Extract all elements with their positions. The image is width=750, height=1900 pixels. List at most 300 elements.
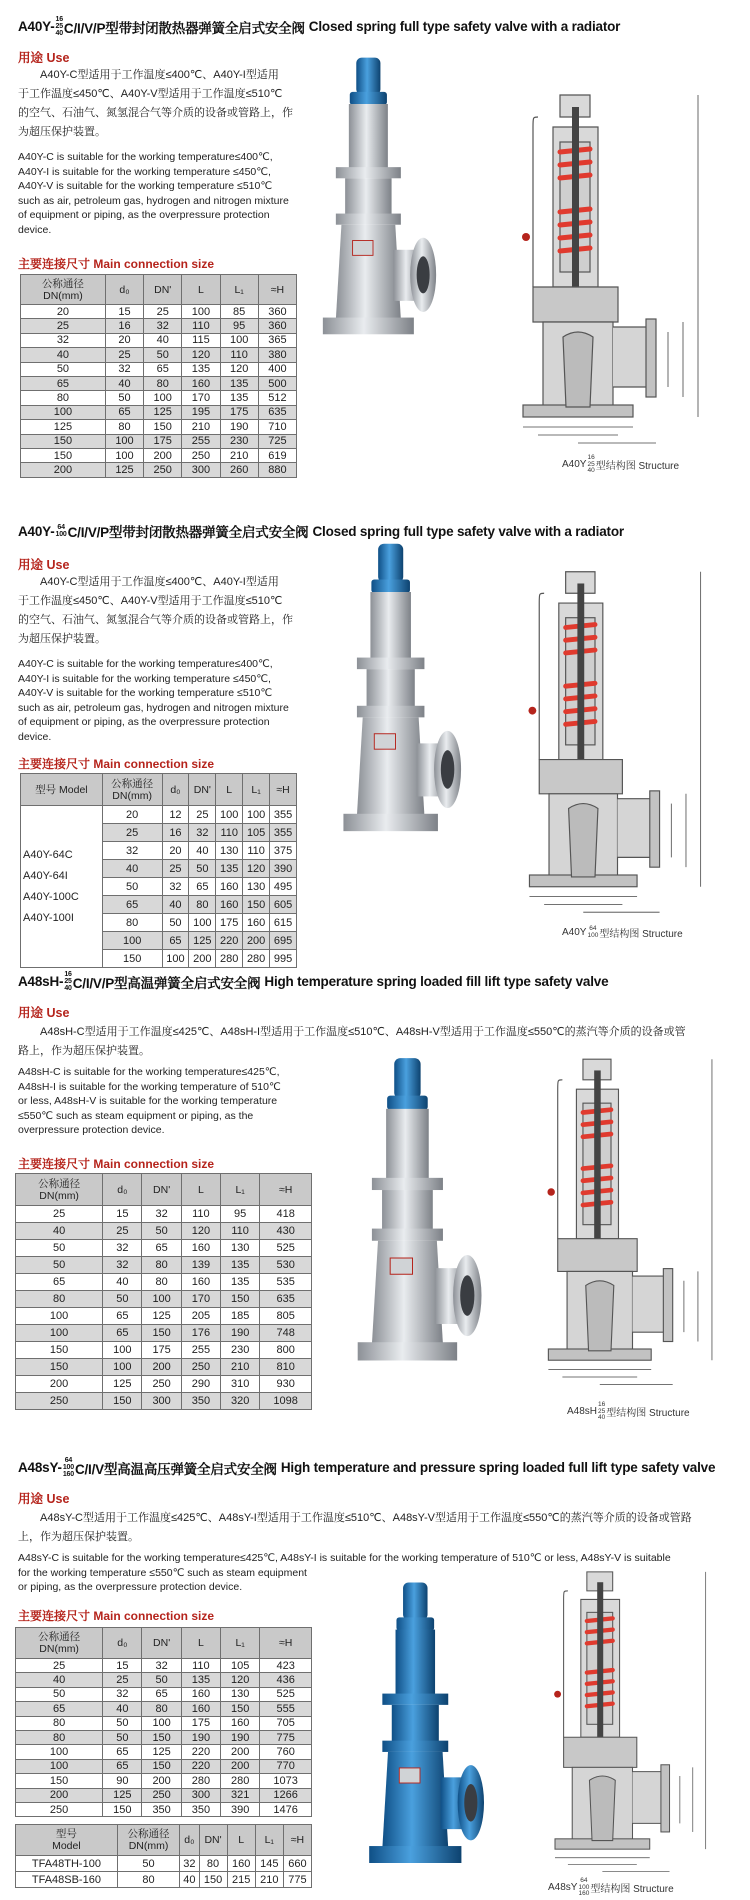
table-cell: 50	[142, 1223, 181, 1240]
table-cell: 150	[16, 1342, 103, 1359]
table-row	[16, 1856, 312, 1872]
table-row	[21, 348, 297, 362]
table-cell: 805	[260, 1308, 312, 1325]
use-heading: 用途 Use	[18, 51, 70, 65]
table-cell: 115	[182, 333, 220, 347]
pressure-rating: 40	[598, 1414, 606, 1421]
table-cell: 200	[189, 950, 216, 968]
table-row	[21, 305, 297, 319]
column-header: L	[227, 1825, 255, 1856]
table-cell: 390	[270, 860, 297, 878]
table-cell: 250	[16, 1802, 103, 1816]
table-cell: 65	[102, 896, 162, 914]
table-cell: 32	[103, 1687, 142, 1701]
column-header: L	[216, 774, 243, 806]
pressure-rating: 25	[598, 1407, 606, 1415]
pressure-rating: 160	[62, 1471, 74, 1478]
text-line: 于工作温度≤450℃、A40Y-V型适用于工作温度≤510℃	[18, 88, 283, 100]
table-cell: 85	[220, 305, 258, 319]
table-cell: 350	[142, 1802, 181, 1816]
pressure-rating: 16	[598, 1401, 606, 1408]
table-row	[16, 1788, 312, 1802]
column-header: 公称通径 DN(mm)	[102, 774, 162, 806]
table-cell: 80	[105, 420, 143, 434]
text-line: of equipment or piping, as the overpressure protection	[18, 716, 270, 728]
table-cell: 775	[283, 1872, 311, 1888]
text-line: overpressure protection device.	[18, 1124, 165, 1136]
table-cell: 725	[258, 434, 296, 448]
table-cell: 105	[243, 824, 270, 842]
table-cell: 400	[258, 362, 296, 376]
table-cell: 50	[117, 1856, 179, 1872]
table-cell: 150	[142, 1759, 181, 1773]
table-cell: 635	[260, 1291, 312, 1308]
title-chinese: C/I/V/P型带封闭散热器弹簧全启式安全阀	[63, 20, 305, 36]
table-cell: 25	[103, 1673, 142, 1687]
table-cell: 200	[21, 463, 106, 477]
table-cell: 50	[103, 1291, 142, 1308]
table-cell: 110	[221, 1223, 260, 1240]
column-header: d₀	[162, 774, 189, 806]
model-name: A40Y-64C	[23, 848, 73, 861]
text-line: 上，作为超压保护装置。	[18, 1531, 139, 1543]
table-cell: 250	[16, 1393, 103, 1410]
table-cell: 150	[21, 448, 106, 462]
table-cell: 125	[21, 420, 106, 434]
table-cell: 170	[182, 391, 220, 405]
table-cell: 25	[16, 1659, 103, 1673]
pressure-rating: 16	[587, 454, 595, 461]
table-row	[21, 405, 297, 419]
table-cell: 32	[102, 842, 162, 860]
table-cell: 190	[221, 1730, 260, 1744]
table-header-row	[21, 774, 297, 806]
structure-caption	[562, 925, 683, 940]
caption-text: 型结构图 Structure	[606, 1408, 690, 1420]
table-cell: 710	[258, 420, 296, 434]
table-cell: 25	[16, 1206, 103, 1223]
caption-text: 型结构图 Structure	[590, 1884, 674, 1896]
table-row	[16, 1730, 312, 1744]
model-name: A40Y-100C	[23, 890, 79, 903]
table-cell: 65	[162, 932, 189, 950]
table-cell: 200	[142, 1359, 181, 1376]
table-cell: 40	[144, 333, 182, 347]
product-section-a48sh	[0, 955, 750, 1435]
pressure-rating: 40	[587, 467, 595, 474]
table-cell: 50	[144, 348, 182, 362]
pressure-rating: 16	[64, 971, 72, 978]
table-cell: 1266	[260, 1788, 312, 1802]
table-cell: 615	[270, 914, 297, 932]
table-cell: 100	[105, 448, 143, 462]
title-english: Closed spring full type safety valve with a radiator	[308, 19, 621, 34]
table-cell: 135	[220, 391, 258, 405]
column-header: ≈H	[258, 275, 296, 305]
text-line: 为超压保护装置。	[18, 126, 106, 138]
table-cell: 880	[258, 463, 296, 477]
table-cell: 50	[16, 1687, 103, 1701]
table-cell: 50	[102, 878, 162, 896]
table-cell: 525	[260, 1687, 312, 1701]
caption-fraction	[598, 1402, 605, 1422]
column-header: L	[182, 275, 220, 305]
table-cell: 500	[258, 376, 296, 390]
table-cell: 150	[243, 896, 270, 914]
table-row	[16, 1291, 312, 1308]
connection-size-table	[15, 1173, 312, 1410]
text-line: such as air, petroleum gas, hydrogen and nitrogen mixture	[18, 194, 289, 207]
table-cell: 175	[181, 1716, 220, 1730]
table-row	[16, 1802, 312, 1816]
table-cell: 50	[189, 860, 216, 878]
text-line: ≤550℃ such as steam equipment or piping, as the	[18, 1109, 254, 1122]
table-cell: 80	[189, 896, 216, 914]
table-cell: 360	[258, 319, 296, 333]
pressure-rating: 40	[64, 985, 72, 992]
table-cell: 200	[16, 1788, 103, 1802]
column-header: L	[181, 1174, 220, 1206]
table-cell: 80	[102, 914, 162, 932]
table-cell: 210	[182, 420, 220, 434]
text-line: device.	[18, 730, 52, 743]
table-cell: 160	[181, 1702, 220, 1716]
table-cell: 50	[103, 1730, 142, 1744]
title-model-prefix: A40Y-	[18, 523, 55, 539]
table-cell: 810	[260, 1359, 312, 1376]
table-cell: 280	[216, 950, 243, 968]
title-english: Closed spring full type safety valve with a radiator	[312, 523, 624, 539]
pressure-rating: 25	[587, 460, 595, 468]
use-heading: 用途 Use	[18, 1006, 70, 1020]
pressure-rating: 64	[57, 524, 65, 531]
table-cell: 50	[105, 391, 143, 405]
table-cell: 25	[162, 860, 189, 878]
table-cell: 32	[105, 362, 143, 376]
table-cell: 110	[243, 842, 270, 860]
table-row	[16, 1376, 312, 1393]
text-line: A40Y-V is suitable for the working temperature ≤510℃	[18, 180, 273, 192]
text-line: A48sH-C is suitable for the working temperature≤425℃,	[18, 1066, 280, 1078]
structure-diagram	[505, 560, 730, 920]
table-row	[16, 1673, 312, 1687]
table-cell: 80	[117, 1872, 179, 1888]
column-header: L₁	[220, 275, 258, 305]
table-row	[21, 420, 297, 434]
column-header: DN'	[142, 1174, 181, 1206]
table-cell: 125	[103, 1788, 142, 1802]
model-name: A40Y-64I	[23, 869, 68, 882]
column-header: ≈H	[283, 1825, 311, 1856]
table-row	[21, 463, 297, 477]
table-cell: 125	[144, 405, 182, 419]
table-cell: 200	[221, 1745, 260, 1759]
section-title	[18, 1457, 715, 1478]
table-cell: 176	[181, 1325, 220, 1342]
table-cell: 150	[103, 1393, 142, 1410]
pressure-rating: 64	[580, 1877, 588, 1884]
table-cell: 32	[162, 878, 189, 896]
table-cell: 535	[260, 1274, 312, 1291]
title-model-prefix: A48sY-	[18, 1460, 62, 1475]
title-english: High temperature and pressure spring loaded full lift type safety valve	[280, 1460, 716, 1475]
table-cell: 25	[105, 348, 143, 362]
table-cell: 210	[221, 1359, 260, 1376]
table-cell: 215	[227, 1872, 255, 1888]
column-header: 公称通径 DN(mm)	[16, 1628, 103, 1659]
column-header: L₁	[221, 1174, 260, 1206]
column-header: DN'	[144, 275, 182, 305]
table-cell: 190	[220, 420, 258, 434]
valve-photo	[328, 535, 463, 865]
text-line: A40Y-C is suitable for the working temperature≤400℃,	[18, 658, 273, 670]
caption-text: 型结构图 Structure	[599, 929, 683, 940]
table-cell: 120	[220, 362, 258, 376]
product-section-a48sy	[0, 1445, 750, 1896]
table-cell: 50	[16, 1257, 103, 1274]
use-heading: 用途 Use	[18, 1492, 70, 1506]
table-cell: 355	[270, 806, 297, 824]
table-cell: 418	[260, 1206, 312, 1223]
table-cell: 130	[216, 842, 243, 860]
table-row	[16, 1359, 312, 1376]
structure-caption	[548, 1878, 674, 1898]
structure-diagram	[498, 82, 728, 452]
pressure-rating-fraction	[56, 16, 63, 37]
table-cell: 145	[255, 1856, 283, 1872]
table-cell: 65	[105, 405, 143, 419]
table-cell: 100	[243, 806, 270, 824]
table-header-row	[16, 1628, 312, 1659]
table-cell: 110	[182, 319, 220, 333]
table-row	[21, 376, 297, 390]
table-cell: 660	[283, 1856, 311, 1872]
table-row	[16, 1240, 312, 1257]
column-header: DN'	[142, 1628, 181, 1659]
table-cell: 25	[189, 806, 216, 824]
table-cell: 120	[243, 860, 270, 878]
caption-model: A40Y	[562, 927, 587, 938]
table-cell: 175	[142, 1342, 181, 1359]
column-header: DN'	[199, 1825, 227, 1856]
table-row	[21, 362, 297, 376]
text-line: A48sY-C型适用于工作温度≤425℃、A48sY-I型适用于工作温度≤510℃、A48sY-V型适用于工作温度≤550℃的蒸汽等介质的设备或管路	[18, 1512, 692, 1524]
table-cell: 125	[103, 1376, 142, 1393]
table-row	[16, 1687, 312, 1701]
column-header: 型号 Model	[16, 1825, 118, 1856]
text-line: A40Y-V is suitable for the working temperature ≤510℃	[18, 687, 273, 699]
table-cell: 100	[142, 1291, 181, 1308]
table-cell: 50	[21, 362, 106, 376]
table-cell: 110	[220, 348, 258, 362]
table-cell: 635	[258, 405, 296, 419]
table-cell: 125	[105, 463, 143, 477]
valve-photo	[350, 1575, 490, 1895]
table-cell: 195	[182, 405, 220, 419]
table-cell: 65	[103, 1759, 142, 1773]
table-cell: 32	[142, 1206, 181, 1223]
use-description-chinese	[18, 573, 293, 649]
column-header: ≈H	[270, 774, 297, 806]
table-cell: 40	[16, 1673, 103, 1687]
table-header-row	[16, 1825, 312, 1856]
table-cell: 100	[189, 914, 216, 932]
text-line: A48sH-I is suitable for the working temperature of 510℃	[18, 1080, 281, 1093]
table-cell: 760	[260, 1745, 312, 1759]
table-cell: 200	[221, 1759, 260, 1773]
table-cell: 260	[220, 463, 258, 477]
table-cell: 100	[16, 1325, 103, 1342]
table-cell: 40	[16, 1223, 103, 1240]
structure-caption	[567, 1402, 690, 1422]
table-cell: 250	[142, 1376, 181, 1393]
column-header: d₀	[103, 1628, 142, 1659]
table-cell: 65	[21, 376, 106, 390]
table-cell: 32	[103, 1240, 142, 1257]
table-cell: 512	[258, 391, 296, 405]
table-cell: TFA48SB-160	[16, 1872, 118, 1888]
table-cell: 120	[221, 1673, 260, 1687]
table-cell: 25	[21, 319, 106, 333]
table-cell: 321	[221, 1788, 260, 1802]
table-cell: 170	[181, 1291, 220, 1308]
title-english: High temperature spring loaded fill lift type safety valve	[264, 974, 609, 989]
table-row	[16, 1342, 312, 1359]
table-cell: 250	[144, 463, 182, 477]
table-cell: 200	[16, 1376, 103, 1393]
table-row	[21, 434, 297, 448]
table-cell: 32	[189, 824, 216, 842]
table-cell: 100	[16, 1745, 103, 1759]
table-cell: 355	[270, 824, 297, 842]
table-cell: 100	[21, 405, 106, 419]
column-header: 公称通径 DN(mm)	[117, 1825, 179, 1856]
table-cell: 16	[162, 824, 189, 842]
pressure-rating: 40	[55, 30, 63, 37]
table-cell: 150	[221, 1291, 260, 1308]
text-line: A48sY-C is suitable for the working temperature≤425℃, A48sY-I is suitable for the working temperature of 510℃ or less, A48sY-V is suitable	[18, 1552, 671, 1564]
text-line: of equipment or piping, as the overpressure protection	[18, 209, 270, 221]
main-connection-heading: 主要连接尺寸 Main connection size	[18, 257, 215, 271]
table-cell: 350	[181, 1393, 220, 1410]
table-cell: 160	[227, 1856, 255, 1872]
model-list-cell	[21, 806, 103, 968]
use-description-english	[18, 150, 289, 237]
table-cell: 40	[189, 842, 216, 860]
table-cell: 80	[21, 391, 106, 405]
table-cell: 190	[221, 1325, 260, 1342]
text-line: or less, A48sH-V is suitable for the working temperature	[18, 1095, 278, 1107]
table-cell: 80	[144, 376, 182, 390]
table-cell: 160	[181, 1274, 220, 1291]
table-cell: 160	[216, 896, 243, 914]
text-line: A40Y-I is suitable for the working temperature ≤450℃,	[18, 165, 271, 178]
section-title	[18, 521, 624, 541]
table-cell: 50	[142, 1673, 181, 1687]
table-row	[16, 1659, 312, 1673]
table-cell: 150	[142, 1730, 181, 1744]
table-cell: 65	[144, 362, 182, 376]
product-section-a40y-64-100	[0, 505, 750, 965]
table-cell: 160	[216, 878, 243, 896]
model-name: A40Y-100I	[23, 911, 74, 924]
pressure-rating: 25	[55, 23, 63, 30]
table-cell: 695	[270, 932, 297, 950]
table-row	[16, 1716, 312, 1730]
table-cell: 40	[21, 348, 106, 362]
caption-fraction	[587, 455, 594, 475]
use-description-chinese	[18, 1509, 692, 1547]
pressure-rating-fraction	[56, 524, 67, 538]
table-row	[21, 448, 297, 462]
column-header: L₁	[255, 1825, 283, 1856]
pressure-rating: 100	[587, 931, 599, 939]
table-cell: 100	[220, 333, 258, 347]
table-cell: 200	[243, 932, 270, 950]
table-cell: 65	[16, 1274, 103, 1291]
table-cell: 250	[181, 1359, 220, 1376]
text-line: 路上，作为超压保护装置。	[18, 1045, 150, 1057]
table-cell: 100	[105, 434, 143, 448]
table-cell: 320	[221, 1393, 260, 1410]
caption-text: 型结构图 Structure	[595, 461, 680, 473]
use-description-english	[18, 657, 289, 744]
table-cell: 100	[162, 950, 189, 968]
table-cell: 12	[162, 806, 189, 824]
caption-fraction	[587, 926, 598, 939]
title-chinese: C/I/V/P型带封闭散热器弹簧全启式安全阀	[67, 525, 309, 540]
table-cell: 135	[181, 1673, 220, 1687]
table-row	[16, 1393, 312, 1410]
table-cell: 130	[221, 1240, 260, 1257]
use-description-english	[18, 1065, 281, 1138]
column-header: L₁	[221, 1628, 260, 1659]
table-row	[16, 1308, 312, 1325]
table-row	[16, 1702, 312, 1716]
table-cell: 150	[142, 1325, 181, 1342]
table-cell: 220	[181, 1745, 220, 1759]
table-cell: 100	[103, 1359, 142, 1376]
table-cell: 360	[258, 305, 296, 319]
table-cell: 135	[221, 1257, 260, 1274]
table-cell: 110	[181, 1659, 220, 1673]
table-cell: 110	[216, 824, 243, 842]
table-cell: 300	[142, 1393, 181, 1410]
table-cell: 605	[270, 896, 297, 914]
table-cell: 220	[216, 932, 243, 950]
text-line: or piping, as the overpressure protection device.	[18, 1581, 243, 1593]
model-size-table	[15, 1824, 312, 1888]
table-cell: 160	[181, 1240, 220, 1257]
table-cell: 300	[181, 1788, 220, 1802]
table-cell: 175	[220, 405, 258, 419]
pressure-rating: 16	[55, 16, 63, 23]
table-cell: 995	[270, 950, 297, 968]
title-chinese: C/I/V/P型高温弹簧全启式安全阀	[72, 975, 261, 991]
table-cell: 95	[220, 319, 258, 333]
table-cell: 120	[181, 1223, 220, 1240]
table-cell: 20	[105, 333, 143, 347]
table-row	[21, 391, 297, 405]
table-cell: 50	[16, 1240, 103, 1257]
text-line: such as air, petroleum gas, hydrogen and nitrogen mixture	[18, 701, 289, 714]
column-header: ≈H	[260, 1628, 312, 1659]
table-cell: 100	[103, 1342, 142, 1359]
table-cell: 95	[221, 1206, 260, 1223]
table-cell: 135	[182, 362, 220, 376]
text-line: A48sH-C型适用于工作温度≤425℃、A48sH-I型适用于工作温度≤510℃、A48sH-V型适用于工作温度≤550℃的蒸汽等介质的设备或管	[18, 1026, 686, 1038]
main-connection-heading: 主要连接尺寸 Main connection size	[18, 1609, 215, 1623]
